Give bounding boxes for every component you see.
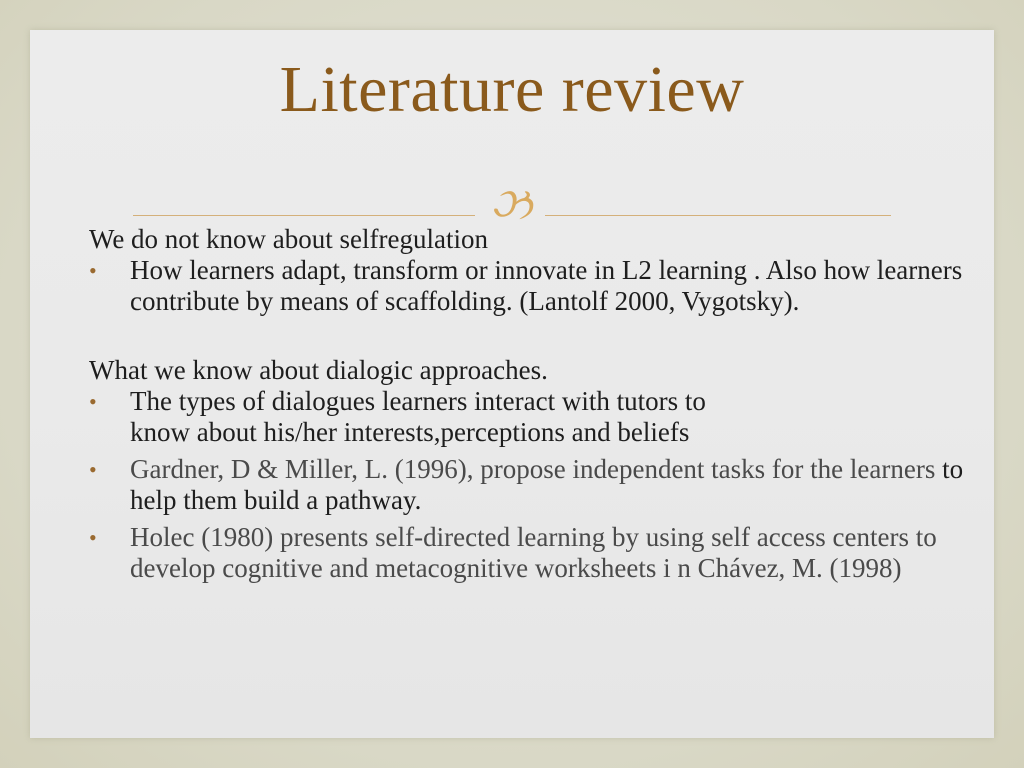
bullet-item [89, 522, 969, 584]
bullet-icon: • [89, 457, 97, 482]
title-divider-left [133, 215, 475, 216]
spacer [89, 317, 969, 355]
bullet-text: Holec (1980) presents self-directed learning by using self access centers to develop cognitive and metacognitive worksheets i n Chávez, M. (1998) [130, 522, 937, 583]
ornament-icon: ઝ [490, 179, 532, 230]
bullet-icon: • [89, 389, 97, 414]
bullet-text: How learners adapt, transform or innovate in L2 learning . Also how learners contribute by means of scaffolding. (Lantolf 2000, Vygotsky). [130, 255, 963, 316]
bullet-item [89, 454, 969, 516]
bullet-text-line1: The types of dialogues learners interact with tutors to [130, 386, 706, 416]
section-heading-selfregulation: We do not know about selfregulation [89, 224, 488, 254]
bullet-text-citation: Gardner, D & Miller, L. (1996), propose independent tasks for the learners [130, 454, 943, 484]
bullet-text-line2: know about his/her interests,perceptions and beliefs [130, 417, 690, 447]
slide-content [89, 224, 969, 584]
bullet-icon: • [89, 525, 97, 550]
bullet-icon: • [89, 258, 97, 283]
slide-title: Literature review [279, 53, 745, 126]
bullet-item [89, 255, 969, 317]
bullet-item [89, 386, 969, 448]
bullet-text-continuation: to help them build a pathway. [130, 454, 964, 515]
section-heading-dialogic: What we know about dialogic approaches. [89, 355, 548, 385]
title-divider-right [545, 215, 891, 216]
